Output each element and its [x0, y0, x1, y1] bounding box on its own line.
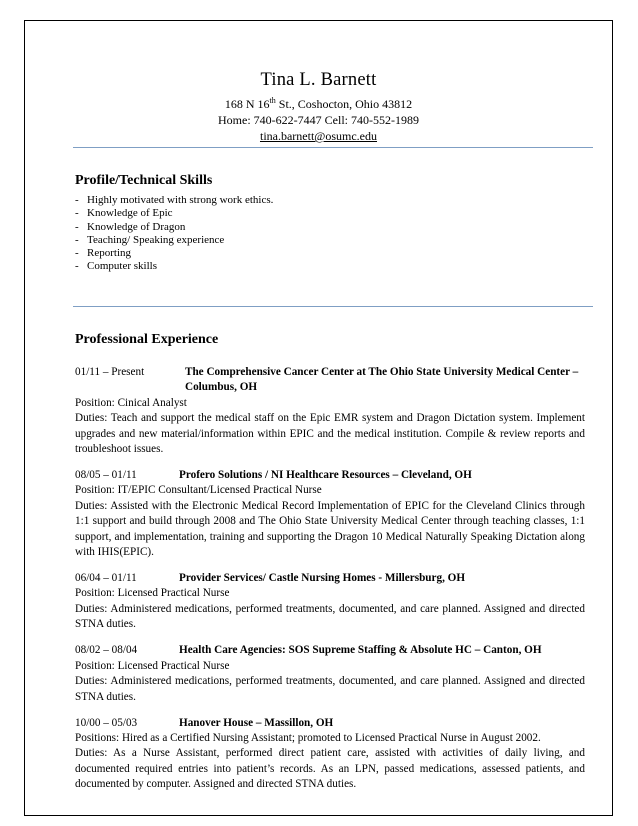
- job-position: Position: IT/EPIC Consultant/Licensed Practical Nurse: [75, 484, 322, 497]
- address-city: St., Coshocton, Ohio 43812: [275, 97, 413, 111]
- job-employer: Provider Services/ Castle Nursing Homes - Millersburg, OH: [179, 572, 466, 585]
- list-item: - Reporting: [75, 247, 273, 260]
- resume-page: [24, 20, 613, 816]
- list-item: - Knowledge of Dragon: [75, 221, 273, 234]
- job-employer: Profero Solutions / NI Healthcare Resources – Cleveland, OH: [179, 469, 472, 482]
- job-duties: Duties: Administered medications, performed treatments, documented, and care planned. Assigned and directed STNA duties.: [75, 675, 585, 703]
- divider-top: [73, 147, 593, 148]
- job-dates: 08/05 – 01/11: [75, 469, 137, 482]
- job-duties: Duties: Assisted with the Electronic Medical Record Implementation of EPIC for the Cleveland Clinics through 1:1 support and build through 2008 and The Ohio State University Medical Center through teaching classes, 1:1 support, and implementation, training and supporting the Dragon 10 Medical Naturally Speaking Dictation along with IHIS(EPIC).: [75, 499, 585, 559]
- job-entry: [75, 643, 585, 705]
- job-duties: Duties: Administered medications, performed treatments, documented, and care planned. Assigned and directed STNA duties.: [75, 602, 585, 631]
- job-entry: [75, 716, 585, 793]
- address: [25, 96, 612, 112]
- job-header: [75, 716, 585, 731]
- job-employer: Hanover House – Massillon, OH: [179, 716, 334, 729]
- job-dates: 10/00 – 05/03: [75, 716, 138, 729]
- list-item: - Computer skills: [75, 260, 273, 273]
- experience-section-title: Professional Experience: [75, 332, 219, 347]
- job-employer: The Comprehensive Cancer Center at The Ohio State University Medical Center – Columbus, OH: [185, 366, 579, 394]
- job-position: Position: Licensed Practical Nurse: [75, 659, 230, 672]
- list-item: - Teaching/ Speaking experience: [75, 234, 273, 247]
- skills-list: [75, 194, 273, 274]
- job-header: [75, 643, 585, 658]
- job-dates: 01/11 – Present: [75, 366, 145, 378]
- job-header: [75, 365, 585, 396]
- job-employer: Health Care Agencies: SOS Supreme Staffing & Absolute HC – Canton, OH: [179, 644, 542, 657]
- skills-section-title: Profile/Technical Skills: [75, 173, 213, 188]
- email-link[interactable]: tina.barnett@osumc.edu: [259, 129, 378, 143]
- candidate-name: Tina L. Barnett: [260, 70, 377, 90]
- address-street: 168 N 16: [224, 97, 270, 111]
- divider-middle: [73, 306, 593, 307]
- job-entry: [75, 571, 585, 633]
- address-superscript: th: [269, 96, 276, 105]
- phone-numbers: Home: 740-622-7447 Cell: 740-552-1989: [218, 113, 419, 127]
- job-dates: 06/04 – 01/11: [75, 572, 137, 585]
- job-header: [75, 468, 585, 483]
- job-duties: Duties: Teach and support the medical staff on the Epic EMR system and Dragon Dictation system. Implement upgrades and new material/information within EPIC and the medical institution. Compile & review reports and troubleshoot issues.: [75, 412, 585, 456]
- job-position: Position: Licensed Practical Nurse: [75, 587, 230, 600]
- job-header: [75, 571, 585, 586]
- job-entry: [75, 365, 585, 457]
- job-duties: Duties: As a Nurse Assistant, performed direct patient care, assisted with activities of daily living, and documented required entries into patient’s records. As an LPN, passed medications, assessed patients, and documented by computer. Assigned and directed STNA duties.: [75, 747, 585, 791]
- list-item: - Knowledge of Epic: [75, 207, 273, 220]
- resume-header: [25, 69, 612, 144]
- job-dates: 08/02 – 08/04: [75, 644, 138, 657]
- job-position: Position: Cinical Analyst: [75, 396, 187, 409]
- list-item: - Highly motivated with strong work ethics.: [75, 194, 273, 207]
- experience-list: [75, 365, 585, 803]
- job-position: Positions: Hired as a Certified Nursing Assistant; promoted to Licensed Practical Nurse in August 2002.: [75, 731, 541, 744]
- job-entry: [75, 468, 585, 560]
